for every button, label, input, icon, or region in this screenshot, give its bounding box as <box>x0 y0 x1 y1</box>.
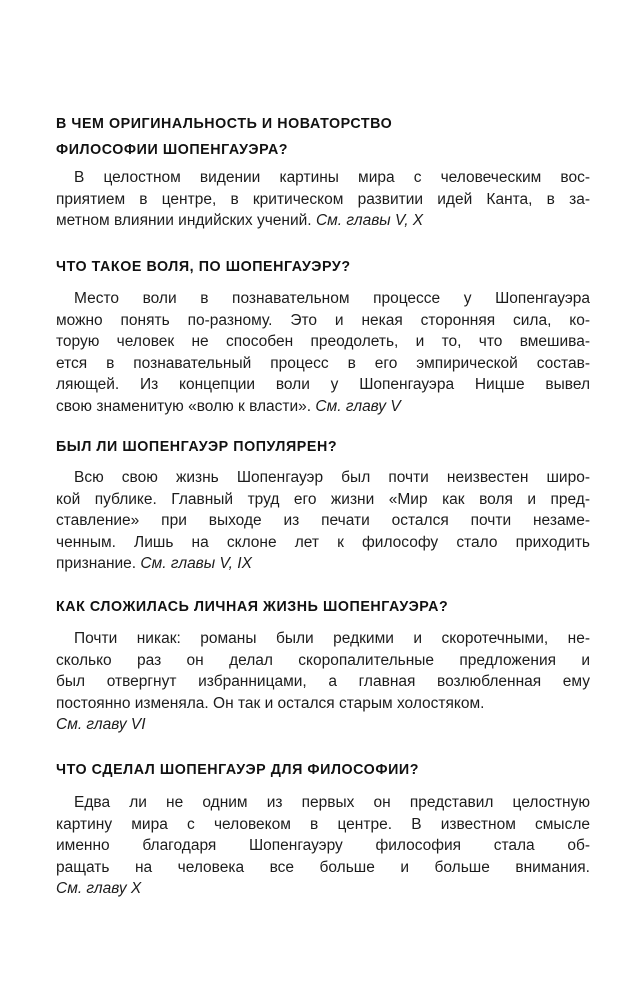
body-line: можно понять по-разному. Это и некая сторонняя сила, ко- <box>56 311 590 329</box>
body-line-text: метном влиянии индийских учений. <box>56 212 312 230</box>
body-line: Всю свою жизнь Шопенгауэр был почти неизвестен широ- <box>74 469 590 486</box>
heading-line: В ЧЕМ ОРИГИНАЛЬНОСТЬ И НОВАТОРСТВО <box>56 115 393 132</box>
heading-line: ЧТО СДЕЛАЛ ШОПЕНГАУЭР ДЛЯ ФИЛОСОФИИ? <box>56 761 419 778</box>
section-1-body <box>56 167 590 232</box>
body-line: торую человек не способен преодолеть, и то, что вмешива- <box>56 333 590 351</box>
section-2-body <box>56 288 590 418</box>
heading-line: ФИЛОСОФИИ ШОПЕНГАУЭРА? <box>56 141 289 158</box>
body-line: ставление» при выходе из печати остался почти незаме- <box>56 512 590 530</box>
chapter-reference: См. главу X <box>56 880 142 898</box>
body-line: приятием в центре, в критическом развитии идей Канта, в за- <box>56 190 590 208</box>
section-3-body <box>56 467 590 575</box>
heading-line: ЧТО ТАКОЕ ВОЛЯ, ПО ШОПЕНГАУЭРУ? <box>56 258 351 275</box>
body-line-with-ref <box>56 553 590 575</box>
body-line: картину мира с человеком в центре. В известном смысле <box>56 815 590 833</box>
body-line: Едва ли не одним из первых он представил целостную <box>74 794 590 811</box>
section-2-heading <box>56 254 550 280</box>
body-line: был отвергнут избранницами, а главная возлюбленная ему <box>56 673 590 691</box>
body-line-with-ref <box>56 878 590 900</box>
chapter-reference: См. главу V <box>315 397 401 415</box>
body-line: В целостном видении картины мира с человеческим вос- <box>74 169 590 186</box>
body-line: ется в познавательный процесс в его эмпирической состав- <box>56 354 590 372</box>
body-line: постоянно изменяла. Он так и остался старым холостяком. <box>56 694 485 712</box>
body-line: Место воли в познавательном процессе у Шопенгауэра <box>74 290 590 307</box>
body-line: именно благодаря Шопенгауэру философия стала об- <box>56 837 590 855</box>
body-line: кой публике. Главный труд его жизни «Мир как воля и пред- <box>56 490 590 508</box>
section-5-body <box>56 792 590 900</box>
chapter-reference: См. главы V, X <box>315 212 424 230</box>
section-1-heading <box>56 111 550 163</box>
chapter-reference: См. главы V, IX <box>140 555 252 573</box>
body-line: Почти никак: романы были редкими и скоротечными, не- <box>74 630 590 647</box>
body-line-with-ref <box>56 396 590 418</box>
body-line-with-ref <box>56 210 590 232</box>
section-4-heading <box>56 594 550 620</box>
body-line-text: признание. <box>56 555 137 573</box>
body-line: ченным. Лишь на склоне лет к философу стало приходить <box>56 533 590 551</box>
body-line: сколько раз он делал скоропалительные предложения и <box>56 651 590 669</box>
section-4-body <box>56 628 590 736</box>
body-line-text: свою знаменитую «волю к власти». <box>56 397 312 415</box>
body-line: ляющей. Из концепции воли у Шопенгауэра Ницше вывел <box>56 376 590 394</box>
section-3-heading <box>56 434 550 460</box>
heading-line: КАК СЛОЖИЛАСЬ ЛИЧНАЯ ЖИЗНЬ ШОПЕНГАУЭРА? <box>56 598 449 615</box>
body-line: ращать на человека все больше и больше внимания. <box>56 858 590 876</box>
chapter-reference: См. главу VI <box>56 716 146 734</box>
heading-line: БЫЛ ЛИ ШОПЕНГАУЭР ПОПУЛЯРЕН? <box>56 438 338 455</box>
body-line-with-ref <box>56 714 590 736</box>
section-5-heading <box>56 757 550 783</box>
